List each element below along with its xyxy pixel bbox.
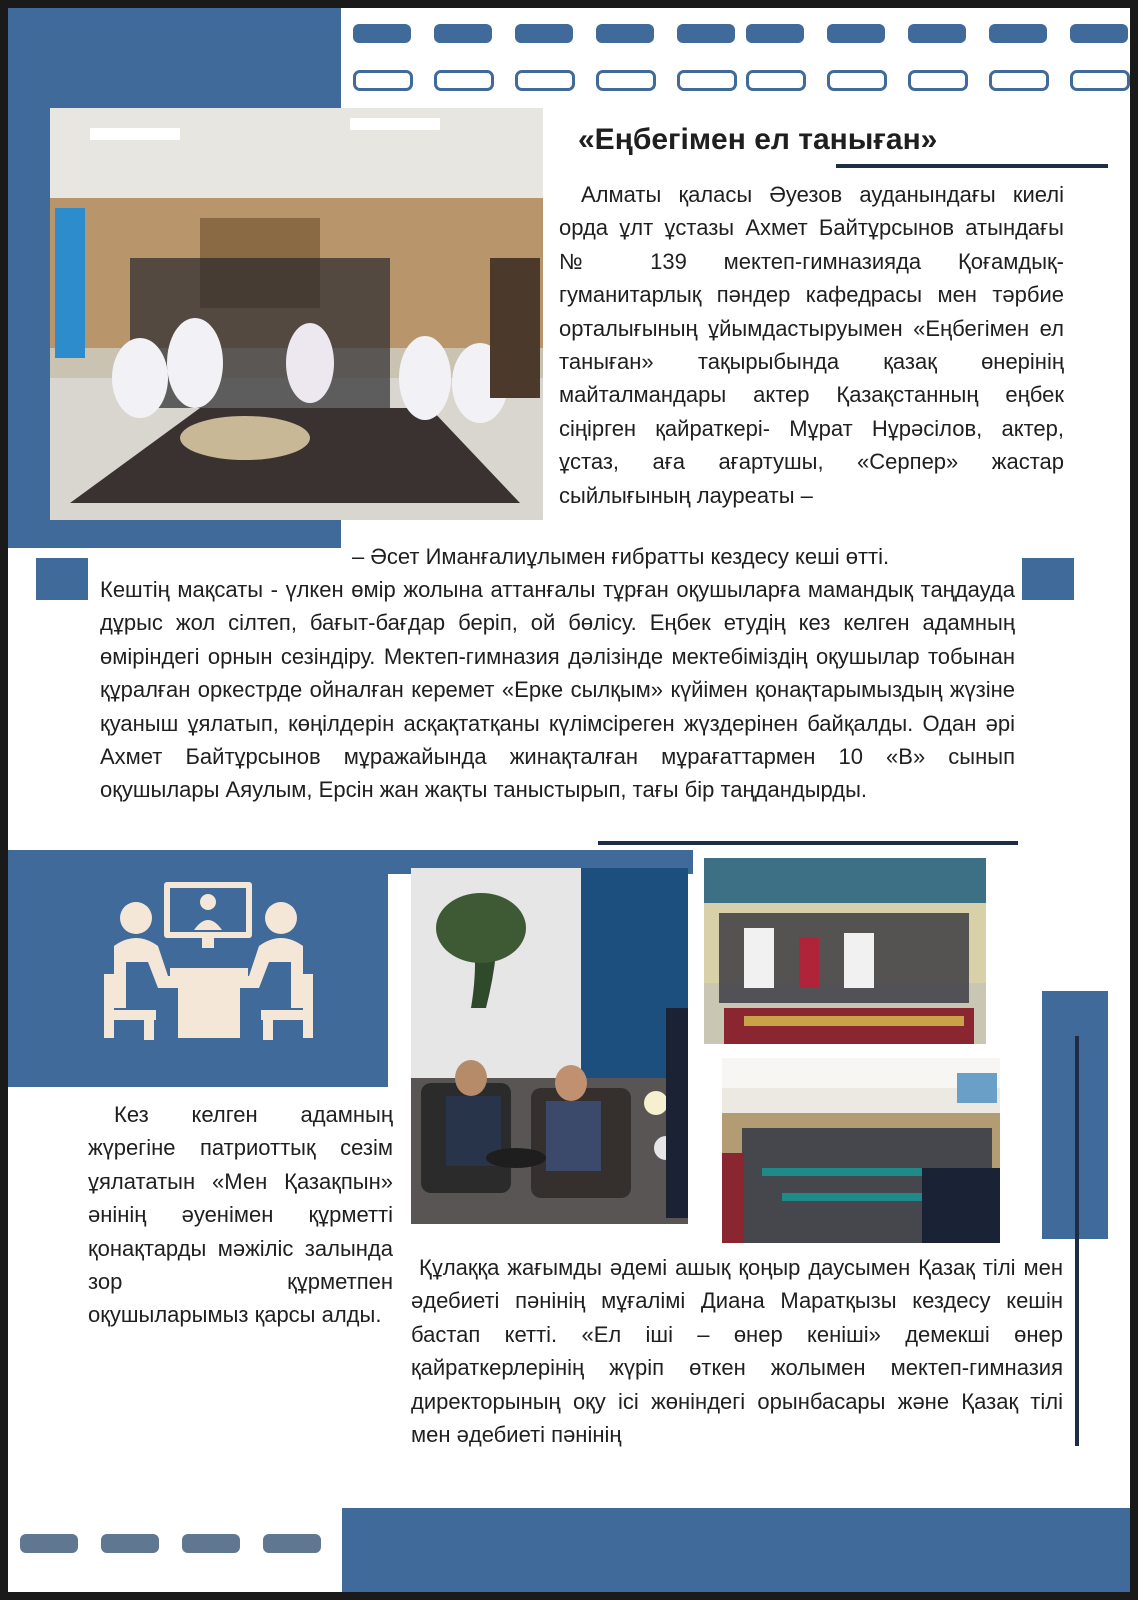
goal-paragraph: Кештің мақсаты - үлкен өмір жолына аттанғалы тұрған оқушыларға мамандық таңдауда дұрыс жол сілтеп, бағыт-бағдар беріп, ой бөлісу. Еңбек етудің кез келген адамның өміріндегі орнын сезіндіру. Мектеп-гимназия дәлізінде мектебіміздің оқушылар тобынан құралған оркестрде ойналған керемет «Ерке сылқым» күйімен қонақтарымыздың жүзіне қуаныш ұялатып, көңілдерін асқақтатқаны күлімсіреген жүздерінен байқалды. Одан әрі Ахмет Байтұрсынов мұражайында жинақталған мұрағаттармен 10 «В» сынып оқушылары Аяулым, Ерсін жан жақты таныстырып, тағы бір таңдандырды. [100, 577, 1015, 803]
left-column-paragraph: Кез келген адамның жүрегіне патриоттық сезім ұялататын «Мен Қазақпын» әнінің әуенімен құрметті қонақтарды мәжіліс залында зор құрметпен оқушыларымыз қарсы алды. [88, 1102, 393, 1328]
intro-paragraph: Алматы қаласы Әуезов ауданындағы киелі орда ұлт ұстазы Ахмет Байтұрсынов атындағы № 139 мектеп-гимназияда Қоғамдық-гуманитарлық пәндер кафедрасы мен тәрбие орталығының ұйымдастыруымен «Еңбегімен ел таныған» тақырыбында қазақ өнерінің майталмандары актер Қазақстанның еңбек сіңірген қайраткері- Мұрат Нұрәсілов, актер, ұстаз, аға ағартушы, «Серпер» жастар сыйлығының лауреаты – [559, 182, 1064, 508]
group-photo [704, 858, 986, 1044]
right-column-paragraph: Құлаққа жағымды әдемі ашық қоңыр даусымен Қазақ тілі мен әдебиеті пәнінің мұғалімі Диана Маратқызы кездесу кешін бастап кетті. «Ел іші – өнер кеніші» демекші өнер қайраткерлерінің жүріп өткен жолымен мектеп-гимназия директорының оқу ісі жөніндегі орынбасары және Қазақ тілі мен әдебиеті пәнінің [411, 1255, 1063, 1448]
right-vertical-rule [1075, 1036, 1079, 1446]
bottom-right-block [342, 1508, 1130, 1592]
audience-photo [722, 1058, 1000, 1243]
guests-stage-photo [411, 868, 688, 1224]
left-square-marker [36, 558, 88, 600]
article-title: «Еңбегімен ел таныған» [578, 123, 938, 156]
title-underline [836, 164, 1108, 168]
meeting-icon [96, 878, 321, 1048]
goal-underline [598, 841, 1018, 845]
intro-paragraph-end: – Әсет Иманғалиұлымен ғибратты кездесу кеші өтті. [352, 544, 890, 569]
orchestra-photo [50, 108, 543, 520]
page [8, 8, 1130, 1592]
